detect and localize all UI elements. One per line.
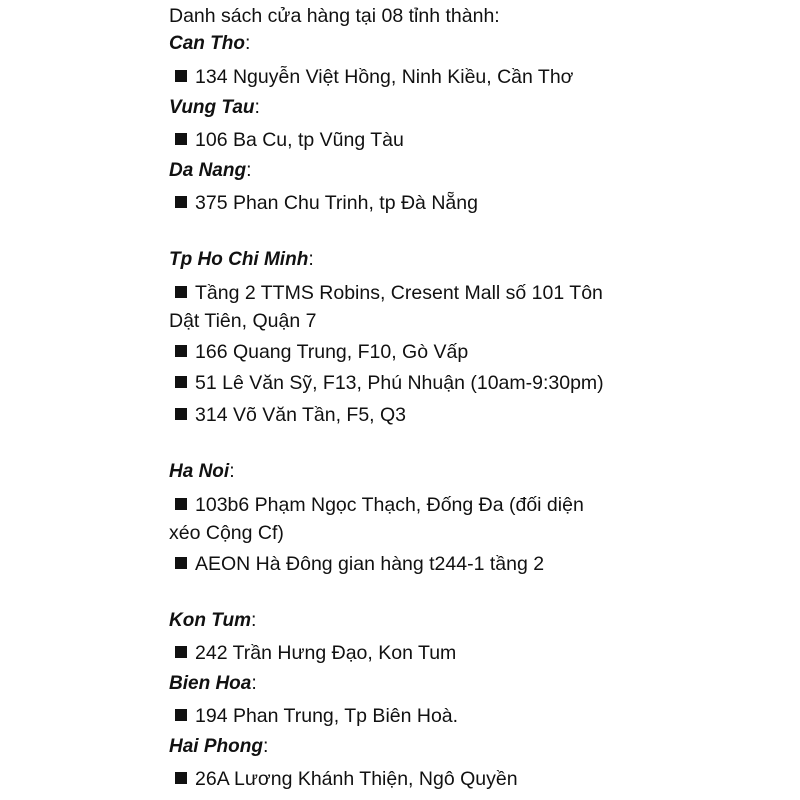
city-heading [169,608,256,633]
address-text: xéo Cộng Cf) [169,522,284,544]
address-text: 134 Nguyễn Việt Hồng, Ninh Kiều, Cần Thơ [195,66,574,88]
store-address [169,493,584,517]
city-name: Kon Tum [169,610,251,631]
square-bullet-icon [175,133,187,145]
store-address [169,65,573,89]
address-text: 194 Phan Trung, Tp Biên Hoà. [195,705,459,727]
address-text: 26A Lương Khánh Thiện, Ngô Quyền [195,768,518,790]
address-text: AEON Hà Đông gian hàng t244-1 tầng 2 [195,553,545,575]
store-address [169,128,404,152]
city-name: Can Tho [169,33,245,54]
city-colon: : [246,159,252,181]
city-colon: : [308,248,314,270]
square-bullet-icon [175,196,187,208]
city-heading [169,31,250,56]
store-address [169,403,406,427]
store-address-continued [169,521,284,545]
square-bullet-icon [175,709,187,721]
address-text: 106 Ba Cu, tp Vũng Tàu [195,129,404,151]
address-text: 375 Phan Chu Trinh, tp Đà Nẵng [195,192,478,214]
store-address [169,371,604,395]
square-bullet-icon [175,772,187,784]
store-address [169,281,603,305]
square-bullet-icon [175,286,187,298]
square-bullet-icon [175,498,187,510]
address-text: Dật Tiên, Quận 7 [169,310,317,332]
store-address [169,767,518,791]
city-heading [169,95,260,120]
city-colon: : [262,735,269,757]
list-header: Danh sách cửa hàng tại 08 tỉnh thành: [169,5,500,27]
city-colon: : [254,96,260,118]
city-name: Da Nang [169,160,247,181]
city-name: Tp Ho Chi Minh [169,249,309,270]
city-heading [169,734,268,759]
city-colon: : [251,672,257,694]
address-text: Tầng 2 TTMS Robins, Cresent Mall số 101 Tôn [195,282,603,304]
city-heading [169,247,314,272]
city-heading [169,459,235,484]
square-bullet-icon [175,646,187,658]
square-bullet-icon [175,557,187,569]
city-heading [169,671,257,696]
store-address-continued [169,309,316,333]
city-name: Hai Phong [169,736,263,757]
square-bullet-icon [175,345,187,357]
store-address [169,191,478,215]
store-address [169,340,468,364]
store-address [169,704,458,728]
city-name: Bien Hoa [169,673,252,694]
city-name: Vung Tau [169,97,255,118]
address-text: 166 Quang Trung, F10, Gò Vấp [195,341,469,363]
city-colon: : [245,32,251,54]
city-heading [169,158,252,183]
square-bullet-icon [175,376,187,388]
city-name: Ha Noi [169,461,230,482]
address-text: 314 Võ Văn Tần, F5, Q3 [195,404,407,426]
store-address [169,552,544,576]
city-colon: : [250,609,257,631]
address-text: 51 Lê Văn Sỹ, F13, Phú Nhuận (10am-9:30pm) [195,372,604,394]
address-text: 242 Trần Hưng Đạo, Kon Tum [195,642,457,664]
store-address [169,641,456,665]
city-colon: : [229,460,235,482]
square-bullet-icon [175,408,187,420]
square-bullet-icon [175,70,187,82]
address-text: 103b6 Phạm Ngọc Thạch, Đống Đa (đối diện [195,494,584,516]
